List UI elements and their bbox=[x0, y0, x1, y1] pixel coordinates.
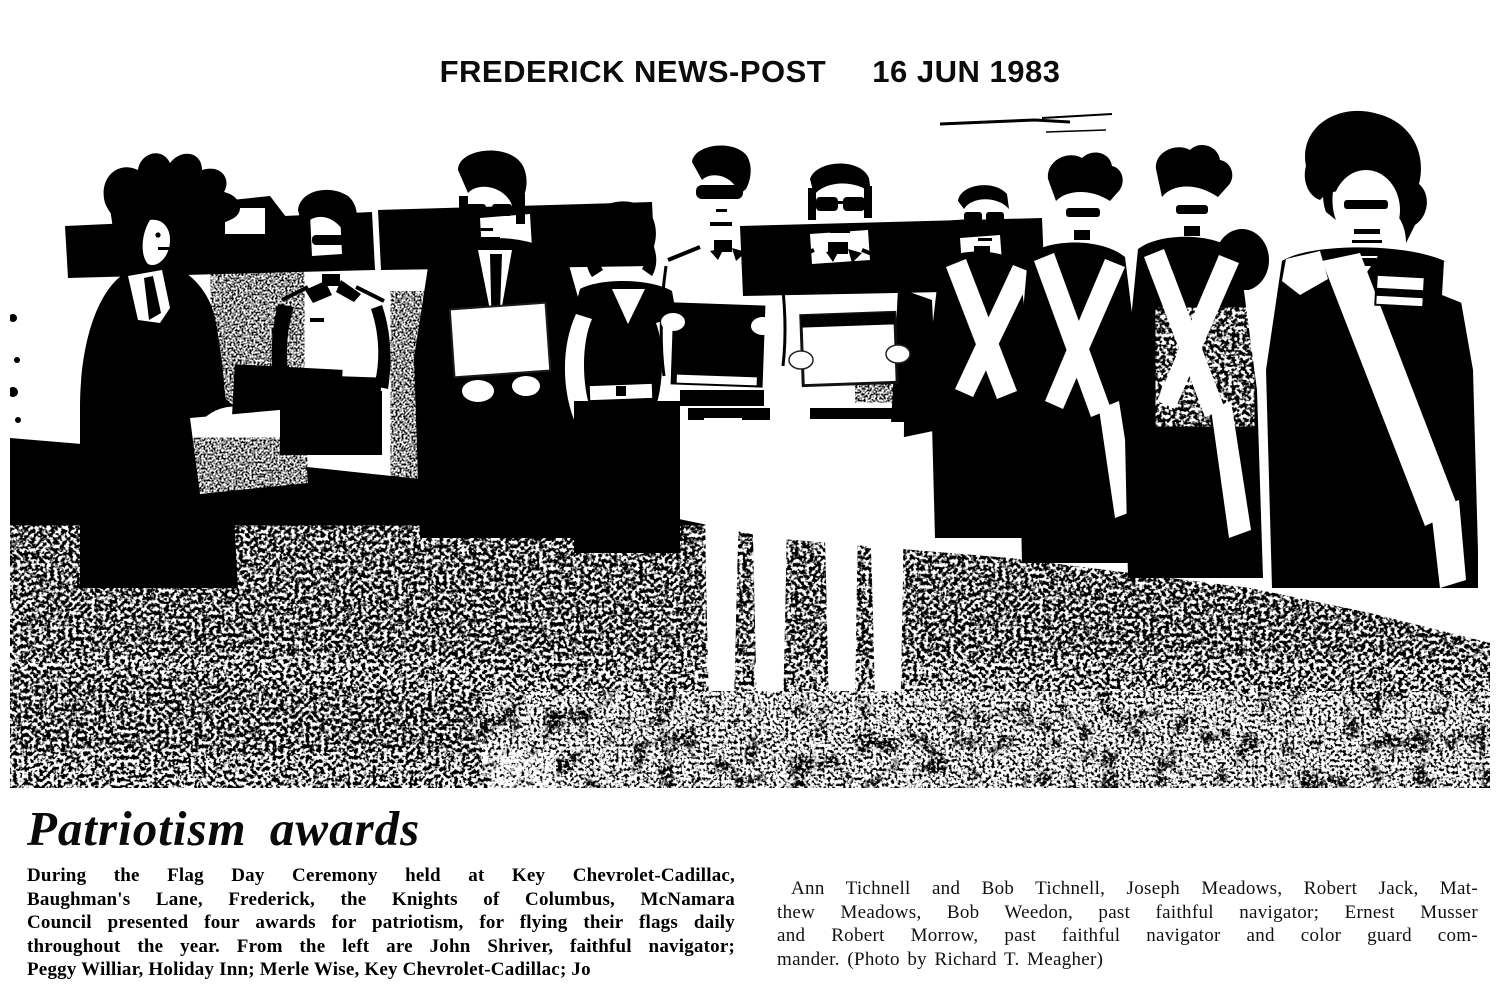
caption-right-column bbox=[777, 877, 1478, 982]
news-photo bbox=[10, 108, 1490, 788]
caption-line: During the Flag Day Ceremony held at Key Chevrolet-Cadillac, bbox=[27, 865, 735, 886]
caption-line: Ann Tichnell and Bob Tichnell, Joseph Meadows, Robert Jack, Mat- bbox=[791, 878, 1478, 899]
publication-name: FREDERICK NEWS-POST bbox=[439, 54, 827, 89]
caption-line: throughout the year. From the left are John Shriver, faithful navigator; bbox=[27, 935, 735, 957]
publication-date: 16 JUN 1983 bbox=[872, 54, 1061, 89]
caption-line: Baughman's Lane, Frederick, the Knights of Columbus, McNamara bbox=[27, 888, 735, 910]
article-headline: Patriotism awards bbox=[27, 801, 421, 856]
knight-badge bbox=[1375, 275, 1425, 307]
award-plaque-dark bbox=[671, 302, 766, 387]
masthead bbox=[0, 54, 1500, 90]
caption-line: Peggy Williar, Holiday Inn; Merle Wise, Key Chevrolet-Cadillac; Jo bbox=[27, 959, 591, 981]
caption-line: and Robert Morrow, past faithful navigator and color guard com- bbox=[777, 925, 1478, 947]
caption-line: Council presented four awards for patriotism, for flying their flags daily bbox=[27, 912, 735, 934]
caption-line: mander. (Photo by Richard T. Meagher) bbox=[777, 948, 1104, 970]
award-plaque-white bbox=[801, 312, 897, 385]
news-photo-illustration bbox=[10, 108, 1490, 788]
grass-foreground bbox=[10, 663, 1490, 788]
caption-left-column bbox=[27, 864, 735, 982]
photo-caption bbox=[27, 864, 1478, 982]
award-certificate bbox=[450, 303, 551, 378]
caption-line: thew Meadows, Bob Weedon, past faithful navigator; Ernest Musser bbox=[777, 901, 1478, 923]
